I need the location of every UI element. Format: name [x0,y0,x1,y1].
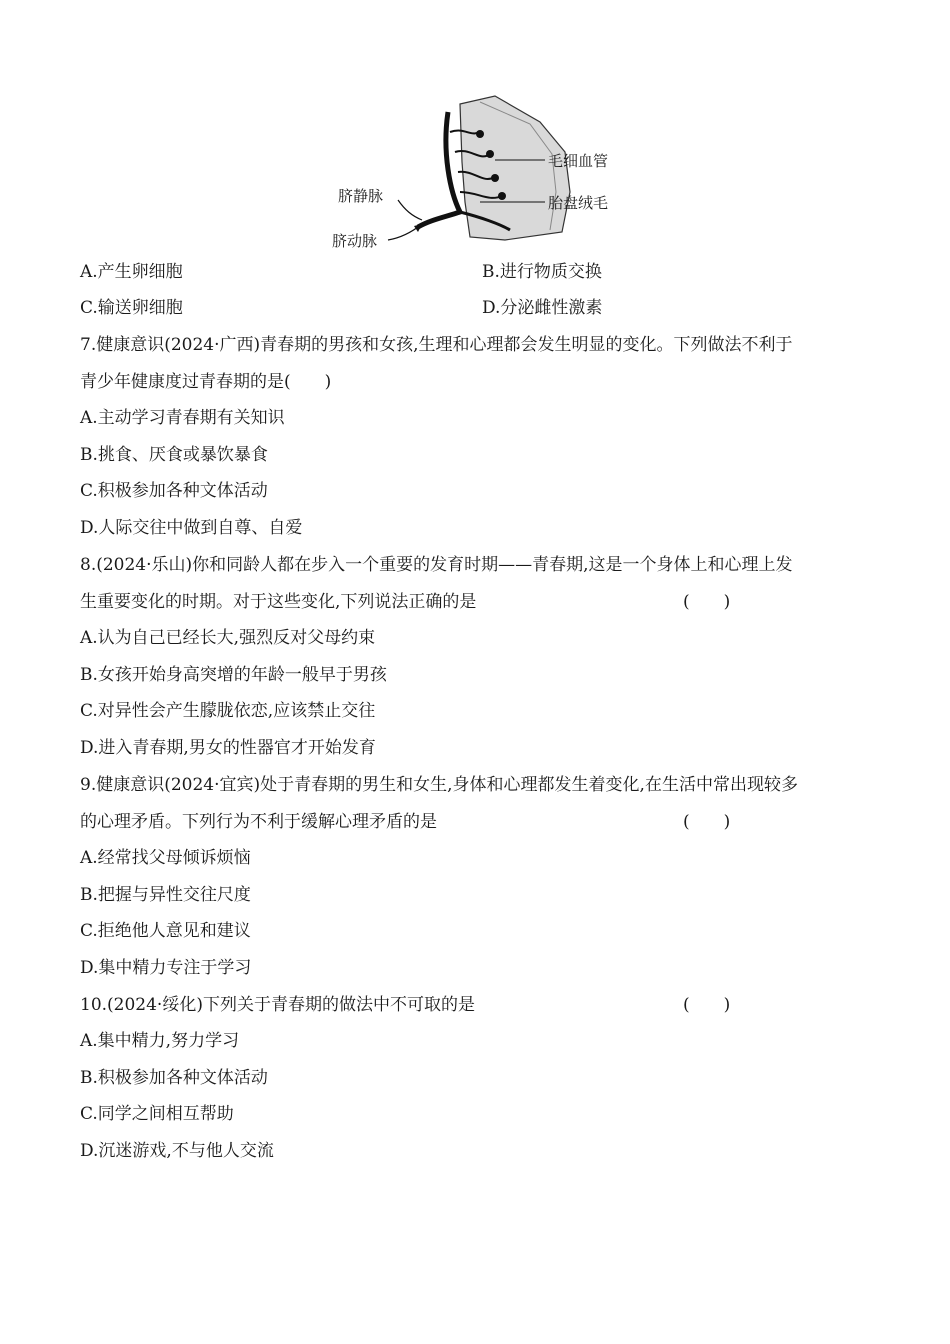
q10-answer-blank: ( ) [683,995,731,1015]
placenta-illustration [330,92,630,252]
villus-tip [491,174,499,182]
placenta-diagram [330,92,630,252]
villus-tip [498,192,506,200]
q8-option-a: A.认为自己已经长大,强烈反对父母约束 [80,628,376,648]
capillary-label: 毛细血管 [548,152,609,170]
q7-stem-line1: 7.健康意识(2024·广西)青春期的男孩和女孩,生理和心理都会发生明显的变化。下列做法不利于 [80,335,793,355]
q9-stem-line2: 的心理矛盾。下列行为不利于缓解心理矛盾的是 [80,812,437,832]
q9-option-c: C.拒绝他人意见和建议 [80,921,251,941]
q9-option-d: D.集中精力专注于学习 [80,958,252,978]
umbilical-artery-label: 脐动脉 [332,232,378,250]
q10-option-b: B.积极参加各种文体活动 [80,1068,268,1088]
q9-option-a: A.经常找父母倾诉烦恼 [80,848,251,868]
q6-option-c: C.输送卵细胞 [80,298,183,318]
q7-option-a: A.主动学习青春期有关知识 [80,408,285,428]
q6-option-d: D.分泌雌性激素 [482,298,603,318]
umbilical-vein-label: 脐静脉 [338,187,384,205]
q8-stem-line1: 8.(2024·乐山)你和同龄人都在步入一个重要的发育时期——青春期,这是一个身体上和心理上发 [80,555,793,575]
q7-option-d: D.人际交往中做到自尊、自爱 [80,518,303,538]
q8-option-c: C.对异性会产生朦胧依恋,应该禁止交往 [80,701,376,721]
q9-answer-blank: ( ) [683,812,731,832]
q9-option-b: B.把握与异性交往尺度 [80,885,251,905]
q9-stem-line1: 9.健康意识(2024·宜宾)处于青春期的男生和女生,身体和心理都发生着变化,在生活中常出现较多 [80,775,798,795]
villus-tip [486,150,494,158]
villus-tip [476,130,484,138]
q10-option-a: A.集中精力,努力学习 [80,1031,240,1051]
q10-stem-line1: 10.(2024·绥化)下列关于青春期的做法中不可取的是 [80,995,475,1015]
q6-option-a: A.产生卵细胞 [80,262,183,282]
q7-stem-line2: 青少年健康度过青春期的是( ) [80,372,332,392]
umbilical-vein-arrow [398,200,422,220]
q7-option-b: B.挑食、厌食或暴饮暴食 [80,445,268,465]
q7-option-c: C.积极参加各种文体活动 [80,481,268,501]
placental-villi-label: 胎盘绒毛 [548,194,609,212]
q10-option-c: C.同学之间相互帮助 [80,1104,234,1124]
q6-option-b: B.进行物质交换 [482,262,602,282]
q8-option-b: B.女孩开始身高突增的年龄一般早于男孩 [80,665,387,685]
umbilical-vein-vessel [418,112,460,227]
q10-option-d: D.沉迷游戏,不与他人交流 [80,1141,274,1161]
q8-option-d: D.进入青春期,男女的性器官才开始发育 [80,738,376,758]
q8-stem-line2: 生重要变化的时期。对于这些变化,下列说法正确的是 [80,592,477,612]
q8-answer-blank: ( ) [683,592,731,612]
